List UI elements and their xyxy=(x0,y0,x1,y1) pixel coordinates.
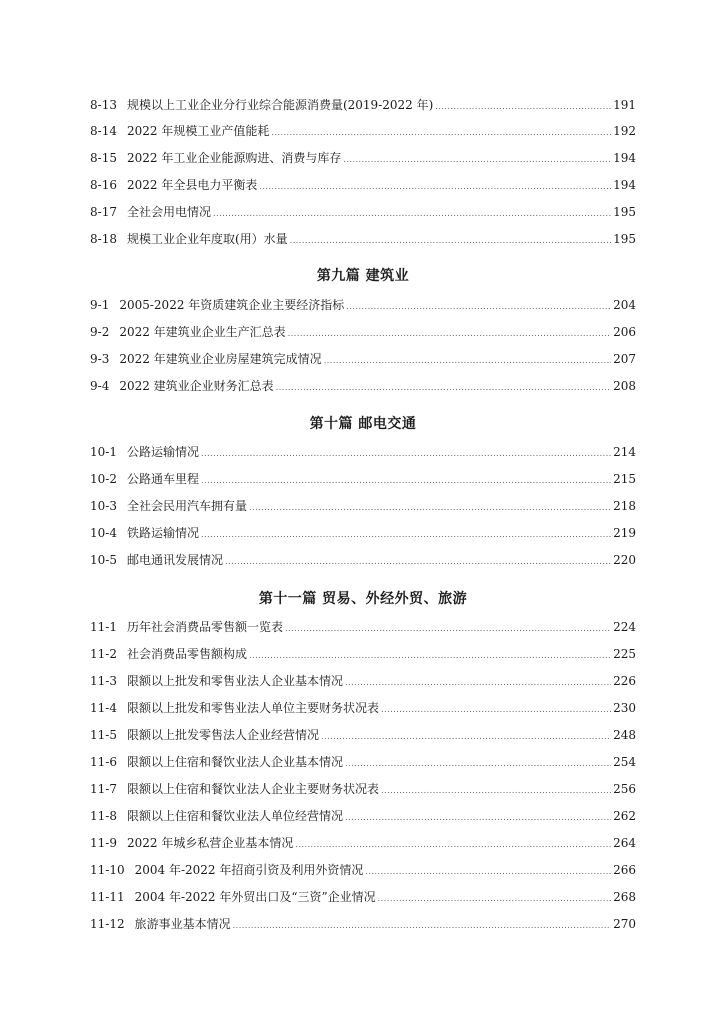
dot-leader xyxy=(249,499,611,517)
toc-entry-page: 215 xyxy=(613,472,636,486)
toc-entry-number: 10-1 xyxy=(90,445,117,459)
toc-entry-title: 2022 年城乡私营企业基本情况 xyxy=(126,836,294,850)
toc-entry[interactable] xyxy=(90,618,636,636)
toc-entry[interactable] xyxy=(90,726,636,744)
toc-entry-page: 206 xyxy=(613,325,636,339)
toc-entry-number: 9-4 xyxy=(90,379,110,393)
dot-leader xyxy=(276,379,611,397)
toc-entry-title: 2022 建筑业企业财务汇总表 xyxy=(119,379,274,393)
toc-entry-page: 204 xyxy=(613,298,636,312)
toc-entry-title: 2022 年建筑业企业生产汇总表 xyxy=(119,325,286,339)
toc-entry-page: 218 xyxy=(613,499,636,513)
toc-entry[interactable] xyxy=(90,443,636,461)
toc-entry-number: 11-3 xyxy=(90,674,117,688)
dot-leader xyxy=(288,325,611,343)
toc-entry-number: 10-2 xyxy=(90,472,117,486)
toc-entry-page: 266 xyxy=(613,863,636,877)
toc-entry-title: 全社会用电情况 xyxy=(126,205,211,219)
dot-leader xyxy=(249,647,611,665)
toc-entry-page: 208 xyxy=(613,379,636,393)
toc-entry-title: 邮电通讯发展情况 xyxy=(126,553,223,567)
dot-leader xyxy=(290,232,611,250)
toc-entry[interactable] xyxy=(90,96,636,114)
toc-entry-page: 194 xyxy=(613,178,636,192)
toc-entry-page: 225 xyxy=(613,647,636,661)
toc-entry-title: 限额以上住宿和餐饮业法人企业基本情况 xyxy=(126,755,343,769)
toc-entry-number: 8-14 xyxy=(90,124,117,138)
toc-entry-page: 195 xyxy=(613,205,636,219)
toc-entry[interactable] xyxy=(90,753,636,771)
toc-entry[interactable] xyxy=(90,888,636,906)
toc-entry-page: 270 xyxy=(613,917,636,931)
dot-leader xyxy=(381,701,611,719)
toc-entry-title: 社会消费品零售额构成 xyxy=(126,647,247,661)
toc-entry[interactable] xyxy=(90,861,636,879)
section-heading: 第九篇 建筑业 xyxy=(316,268,410,284)
toc-entry-number: 11-7 xyxy=(90,782,117,796)
dot-leader xyxy=(201,472,611,490)
toc-entry-title: 限额以上批发零售法人企业经营情况 xyxy=(126,728,319,742)
dot-leader xyxy=(201,445,611,463)
toc-entry-page: 214 xyxy=(613,445,636,459)
toc-entry[interactable] xyxy=(90,377,636,395)
toc-entry-number: 11-8 xyxy=(90,809,117,823)
dot-leader xyxy=(346,298,611,316)
toc-entry-number: 11-11 xyxy=(90,890,125,904)
toc-entry[interactable] xyxy=(90,230,636,248)
toc-entry[interactable] xyxy=(90,807,636,825)
toc-entry-title: 限额以上住宿和餐饮业法人单位经营情况 xyxy=(126,809,343,823)
toc-entry-title: 2022 年建筑业企业房屋建筑完成情况 xyxy=(119,352,322,366)
toc-entry-page: 195 xyxy=(613,232,636,246)
dot-leader xyxy=(233,917,611,935)
toc-entry-page: 268 xyxy=(613,890,636,904)
toc-entry-title: 2022 年全县电力平衡表 xyxy=(126,178,258,192)
toc-entry-number: 8-15 xyxy=(90,151,117,165)
toc-entry-title: 2005-2022 年资质建筑企业主要经济指标 xyxy=(119,298,345,312)
toc-entry-number: 8-18 xyxy=(90,232,117,246)
dot-leader xyxy=(435,98,611,116)
toc-entry[interactable] xyxy=(90,203,636,221)
dot-leader xyxy=(345,674,611,692)
dot-leader xyxy=(285,620,611,638)
dot-leader xyxy=(201,526,611,544)
toc-entry-title: 公路运输情况 xyxy=(126,445,199,459)
toc-entry-title: 旅游事业基本情况 xyxy=(134,917,231,931)
toc-entry-number: 10-3 xyxy=(90,499,117,513)
toc-entry-page: 226 xyxy=(613,674,636,688)
toc-entry-page: 230 xyxy=(613,701,636,715)
toc-entry-page: 254 xyxy=(613,755,636,769)
toc-entry-title: 全社会民用汽车拥有量 xyxy=(126,499,247,513)
toc-entry-title: 2004 年-2022 年招商引资及利用外资情况 xyxy=(134,863,364,877)
dot-leader xyxy=(259,178,611,196)
toc-entry-title: 规模以上工业企业分行业综合能源消费量(2019-2022 年) xyxy=(126,98,434,112)
dot-leader xyxy=(345,755,611,773)
toc-entry-title: 铁路运输情况 xyxy=(126,526,199,540)
toc-entry-page: 220 xyxy=(613,553,636,567)
toc-entry[interactable] xyxy=(90,323,636,341)
toc-entry-number: 11-6 xyxy=(90,755,117,769)
toc-entry-title: 历年社会消费品零售额一览表 xyxy=(126,620,283,634)
toc-entry-number: 9-1 xyxy=(90,298,110,312)
dot-leader xyxy=(225,553,611,571)
toc-entry-page: 192 xyxy=(613,124,636,138)
section-heading: 第十一篇 贸易、外经外贸、旅游 xyxy=(258,591,468,607)
toc-entry[interactable] xyxy=(90,296,636,314)
toc-entry-number: 11-12 xyxy=(90,917,125,931)
toc-entry-number: 11-10 xyxy=(90,863,125,877)
toc-entry-number: 11-2 xyxy=(90,647,117,661)
toc-entry-page: 256 xyxy=(613,782,636,796)
toc-entry-title: 限额以上住宿和餐饮业法人企业主要财务状况表 xyxy=(126,782,379,796)
toc-entry-title: 2004 年-2022 年外贸出口及“三资”企业情况 xyxy=(134,890,376,904)
dot-leader xyxy=(321,728,611,746)
toc-entry-page: 264 xyxy=(613,836,636,850)
toc-entry[interactable] xyxy=(90,645,636,663)
dot-leader xyxy=(324,352,611,370)
toc-entry-page: 224 xyxy=(613,620,636,634)
toc-entry-number: 10-4 xyxy=(90,526,117,540)
toc-entry[interactable] xyxy=(90,524,636,542)
toc-entry-page: 191 xyxy=(613,98,636,112)
toc-entry-page: 248 xyxy=(613,728,636,742)
dot-leader xyxy=(213,205,611,223)
toc-entry-number: 8-17 xyxy=(90,205,117,219)
toc-entry[interactable] xyxy=(90,834,636,852)
toc-entry-number: 8-13 xyxy=(90,98,117,112)
toc-entry[interactable] xyxy=(90,350,636,368)
toc-entry-title: 规模工业企业年度取(用）水量 xyxy=(126,232,288,246)
toc-entry-number: 9-3 xyxy=(90,352,110,366)
toc-entry[interactable] xyxy=(90,470,636,488)
toc-entry[interactable] xyxy=(90,176,636,194)
toc-entry-page: 194 xyxy=(613,151,636,165)
toc-entry-page: 207 xyxy=(613,352,636,366)
toc-entry-page: 262 xyxy=(613,809,636,823)
toc-entry[interactable] xyxy=(90,699,636,717)
toc-entry-number: 10-5 xyxy=(90,553,117,567)
dot-leader xyxy=(345,809,611,827)
toc-entry-number: 11-4 xyxy=(90,701,117,715)
toc-entry-title: 公路通车里程 xyxy=(126,472,199,486)
toc-entry-number: 11-5 xyxy=(90,728,117,742)
toc-entry[interactable] xyxy=(90,915,636,933)
toc-entry-number: 8-16 xyxy=(90,178,117,192)
toc-entry-title: 2022 年规模工业产值能耗 xyxy=(126,124,270,138)
dot-leader xyxy=(295,836,611,854)
toc-entry-number: 11-1 xyxy=(90,620,117,634)
toc-entry[interactable] xyxy=(90,672,636,690)
toc-entry[interactable] xyxy=(90,122,636,140)
section-heading: 第十篇 邮电交通 xyxy=(309,416,417,432)
toc-entry-number: 9-2 xyxy=(90,325,110,339)
dot-leader xyxy=(271,124,611,142)
toc-entry-title: 限额以上批发和零售业法人企业基本情况 xyxy=(126,674,343,688)
dot-leader xyxy=(378,890,611,908)
toc-entry-title: 2022 年工业企业能源购进、消费与库存 xyxy=(126,151,342,165)
dot-leader xyxy=(381,782,611,800)
toc-entry[interactable] xyxy=(90,497,636,515)
toc-entry[interactable] xyxy=(90,149,636,167)
toc-entry-page: 219 xyxy=(613,526,636,540)
toc-entry-number: 11-9 xyxy=(90,836,117,850)
toc-entry-title: 限额以上批发和零售业法人单位主要财务状况表 xyxy=(126,701,379,715)
dot-leader xyxy=(365,863,611,881)
toc-entry[interactable] xyxy=(90,780,636,798)
dot-leader xyxy=(343,151,611,169)
toc-entry[interactable] xyxy=(90,551,636,569)
